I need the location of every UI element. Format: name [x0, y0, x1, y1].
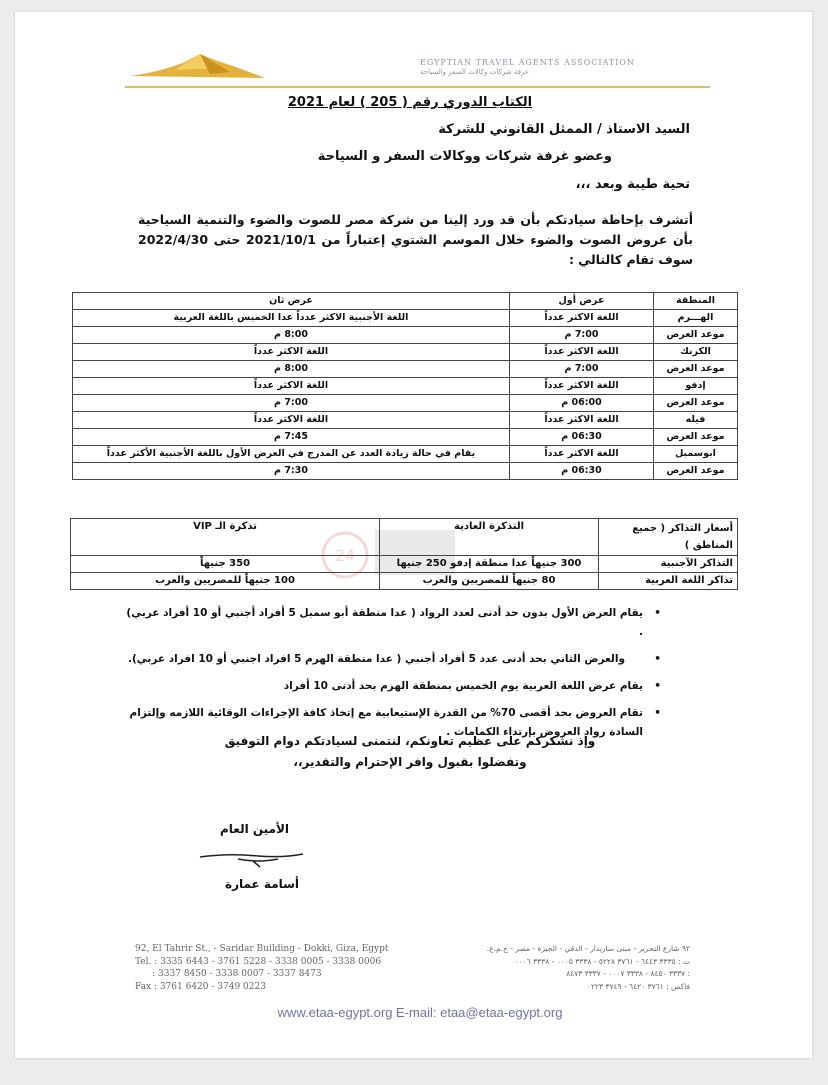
- table-header: المنطقة: [654, 293, 738, 310]
- table-cell: ابوسمبل: [654, 446, 738, 463]
- table-header: التذكرة العادية: [380, 519, 599, 556]
- bullet-icon: •: [654, 707, 661, 719]
- table-cell: 100 جنيهاً للمصريين والعرب: [71, 573, 380, 590]
- letterhead-divider: [125, 86, 710, 88]
- note-text: يقام عرض اللغة العربية يوم الخميس بمنطقة الهرم بحد أدنى 10 أفراد: [283, 680, 643, 692]
- table-cell: اللغة الاكثر عدداً: [73, 412, 510, 429]
- org-name-en: EGYPTIAN TRAVEL AGENTS ASSOCIATION: [420, 58, 635, 67]
- table-header: عرض ثان: [73, 293, 510, 310]
- footer-line: ٩٢ شارع التحرير - مبنى ساريدار - الدقي - الجيزة - مصر - ج.م.ع.: [486, 944, 690, 953]
- footer-web-email: www.etaa-egypt.org E-mail: etaa@etaa-egypt.org: [277, 1005, 563, 1020]
- table-cell: يقام في حالة زيادة العدد عن المدرج في العرض الأول باللغة الأجنبية الأكثر عدداً: [73, 446, 510, 463]
- price-table: [70, 518, 738, 590]
- table-row: [73, 429, 738, 446]
- table-cell: اللغة الأجنبية الاكثر عدداً عدا الخميس باللغة العربية: [73, 310, 510, 327]
- table-row: [71, 573, 738, 590]
- table-cell: 8:00 م: [73, 361, 510, 378]
- table-cell: 06:30 م: [510, 463, 654, 480]
- letterhead-org: [420, 58, 690, 76]
- table-cell: 80 جنيهاً للمصريين والعرب: [380, 573, 599, 590]
- table-row: [73, 412, 738, 429]
- table-header-row: [73, 293, 738, 310]
- table-cell: 7:00 م: [510, 327, 654, 344]
- table-cell: 300 جنيهاً عدا منطقة إدفو 250 جنيها: [380, 556, 599, 573]
- closing-line-2: وتفضلوا بقبول وافر الإحترام والتقدير،،: [293, 755, 527, 769]
- bullet-icon: •: [654, 607, 661, 619]
- table-cell: 350 جنيهاً: [71, 556, 380, 573]
- bullet-icon: •: [654, 653, 661, 665]
- table-cell: 8:00 م: [73, 327, 510, 344]
- table-cell: اللغة الاكثر عدداً: [73, 378, 510, 395]
- signatory-name: أسامة عمارة: [225, 877, 300, 891]
- table-row: [73, 378, 738, 395]
- table-cell: اللغة الاكثر عدداً: [510, 446, 654, 463]
- table-cell: اللغة الاكثر عدداً: [510, 310, 654, 327]
- table-row: [73, 463, 738, 480]
- signatory-title: الأمين العام: [220, 822, 290, 836]
- table-cell: 7:00 م: [510, 361, 654, 378]
- bullet-icon: •: [654, 680, 661, 692]
- table-cell: تذاكر اللغة العربية: [599, 573, 738, 590]
- table-cell: اللغة الاكثر عدداً: [510, 412, 654, 429]
- table-cell: موعد العرض: [654, 395, 738, 412]
- table-cell: موعد العرض: [654, 429, 738, 446]
- table-row: [73, 446, 738, 463]
- table-row: [73, 327, 738, 344]
- note-text: والعرض الثاني بحد أدنى عدد 5 أفراد أجنبي ( عدا منطقة الهرم 5 افراد اجنبي أو 10 افراد عربي).: [128, 653, 625, 665]
- footer-address-en: [135, 943, 389, 993]
- table-row: [73, 310, 738, 327]
- footer-line: : 3337 8450 - 3338 0007 - 3337 8473: [135, 969, 322, 979]
- addressee-line-1: السيد الاستاذ / الممثل القانوني للشركة: [438, 122, 690, 137]
- table-cell: 7:45 م: [73, 429, 510, 446]
- table-cell: فيله: [654, 412, 738, 429]
- table-row: [73, 395, 738, 412]
- table-cell: موعد العرض: [654, 327, 738, 344]
- list-item: [120, 677, 665, 696]
- closing: [200, 731, 620, 773]
- table-cell: اللغة الاكثر عدداً: [510, 344, 654, 361]
- table-cell: إدفو: [654, 378, 738, 395]
- note-text: يقام العرض الأول بدون حد أدنى لعدد الرواد ( عدا منطقة أبو سمبل 5 أفراد أجنبي أو 10 أفراد عربي) .: [126, 607, 643, 638]
- table-row: [71, 556, 738, 573]
- closing-line-1: وإذ نشكركم على عظيم تعاونكم، لنتمنى لسيادتكم دوام التوفيق: [224, 734, 596, 748]
- handwritten-signature: [198, 845, 308, 870]
- note-text: تقام العروض بحد أقصى 70% من القدرة الإستيعابية مع إتخاذ كافة الإجراءات الوقائية اللازمه وإلتزام السادة رواد العروض بإرتداء الكمامات .: [129, 707, 643, 738]
- list-item: [120, 650, 665, 669]
- table-row: [73, 344, 738, 361]
- table-header: أسعار التذاكر ( جميع المناطق ): [599, 519, 738, 556]
- table-cell: 06:30 م: [510, 429, 654, 446]
- footer-line: فاكس : ٣٧٦١ ٦٤٢٠ - ٣٧٤٩ ٠٢٢٣: [586, 981, 690, 991]
- schedule-table: [72, 292, 738, 480]
- footer-line: Tel. : 3335 6443 - 3761 5228 - 3338 0005 - 3338 0006: [135, 956, 382, 967]
- footer-line: ت : ٣٣٣٥ ٦٤٤٣ - ٣٧٦١ ٥٢٢٨ - ٣٣٣٨ ٠٠٠٥ - ٣٣٣٨ ٠٠٠٦: [514, 956, 690, 966]
- footer-line: : ٣٣٣٧ ٨٤٥٠ - ٣٣٣٨ ٠٠٠٧ - ٣٣٣٧ ٨٤٧٣: [566, 969, 690, 978]
- footer-address-ar: [440, 943, 690, 993]
- greeting: تحية طيبة وبعد ،،،: [575, 177, 690, 192]
- list-item: [120, 604, 665, 642]
- table-cell: موعد العرض: [654, 463, 738, 480]
- table-cell: اللغة الاكثر عدداً: [510, 378, 654, 395]
- table-header: عرض أول: [510, 293, 654, 310]
- table-header-row: [71, 519, 738, 556]
- addressee-line-2: وعضو غرفة شركات ووكالات السفر و السياحة: [317, 149, 612, 164]
- circular-title: الكتاب الدوري رقم ( 205 ) لعام 2021: [287, 95, 533, 110]
- table-cell: 7:00 م: [73, 395, 510, 412]
- svg-text:24: 24: [334, 546, 356, 565]
- table-cell: الكرنك: [654, 344, 738, 361]
- table-cell: 7:30 م: [73, 463, 510, 480]
- table-cell: التذاكر الآجنبية: [599, 556, 738, 573]
- table-cell: الهـــرم: [654, 310, 738, 327]
- footer-line: 92, El Tahrir St., - Saridar Building - Dokki, Giza, Egypt: [135, 944, 389, 954]
- table-header: تذكرة الـ VIP: [71, 519, 380, 556]
- pyramids-logo-icon: [130, 50, 265, 80]
- table-cell: 06:00 م: [510, 395, 654, 412]
- table-cell: اللغة الاكثر عدداً: [73, 344, 510, 361]
- table-row: [73, 361, 738, 378]
- footer-line: Fax : 3761 6420 - 3749 0223: [135, 981, 266, 992]
- table-cell: موعد العرض: [654, 361, 738, 378]
- org-name-ar: غرفة شركات وكالات السفر والسياحة: [420, 68, 529, 76]
- notes-list: [120, 604, 665, 750]
- body-paragraph: أتشرف بإحاطة سيادتكم بأن قد ورد إلينا من شركة مصر للصوت والضوء والتنمية السياحية بأن عروض الصوت والضوء خلال الموسم الشتوي إعتباراً من 2021/10/1 حتى 2022/4/30 سوف تقام كالتالي :: [138, 212, 694, 267]
